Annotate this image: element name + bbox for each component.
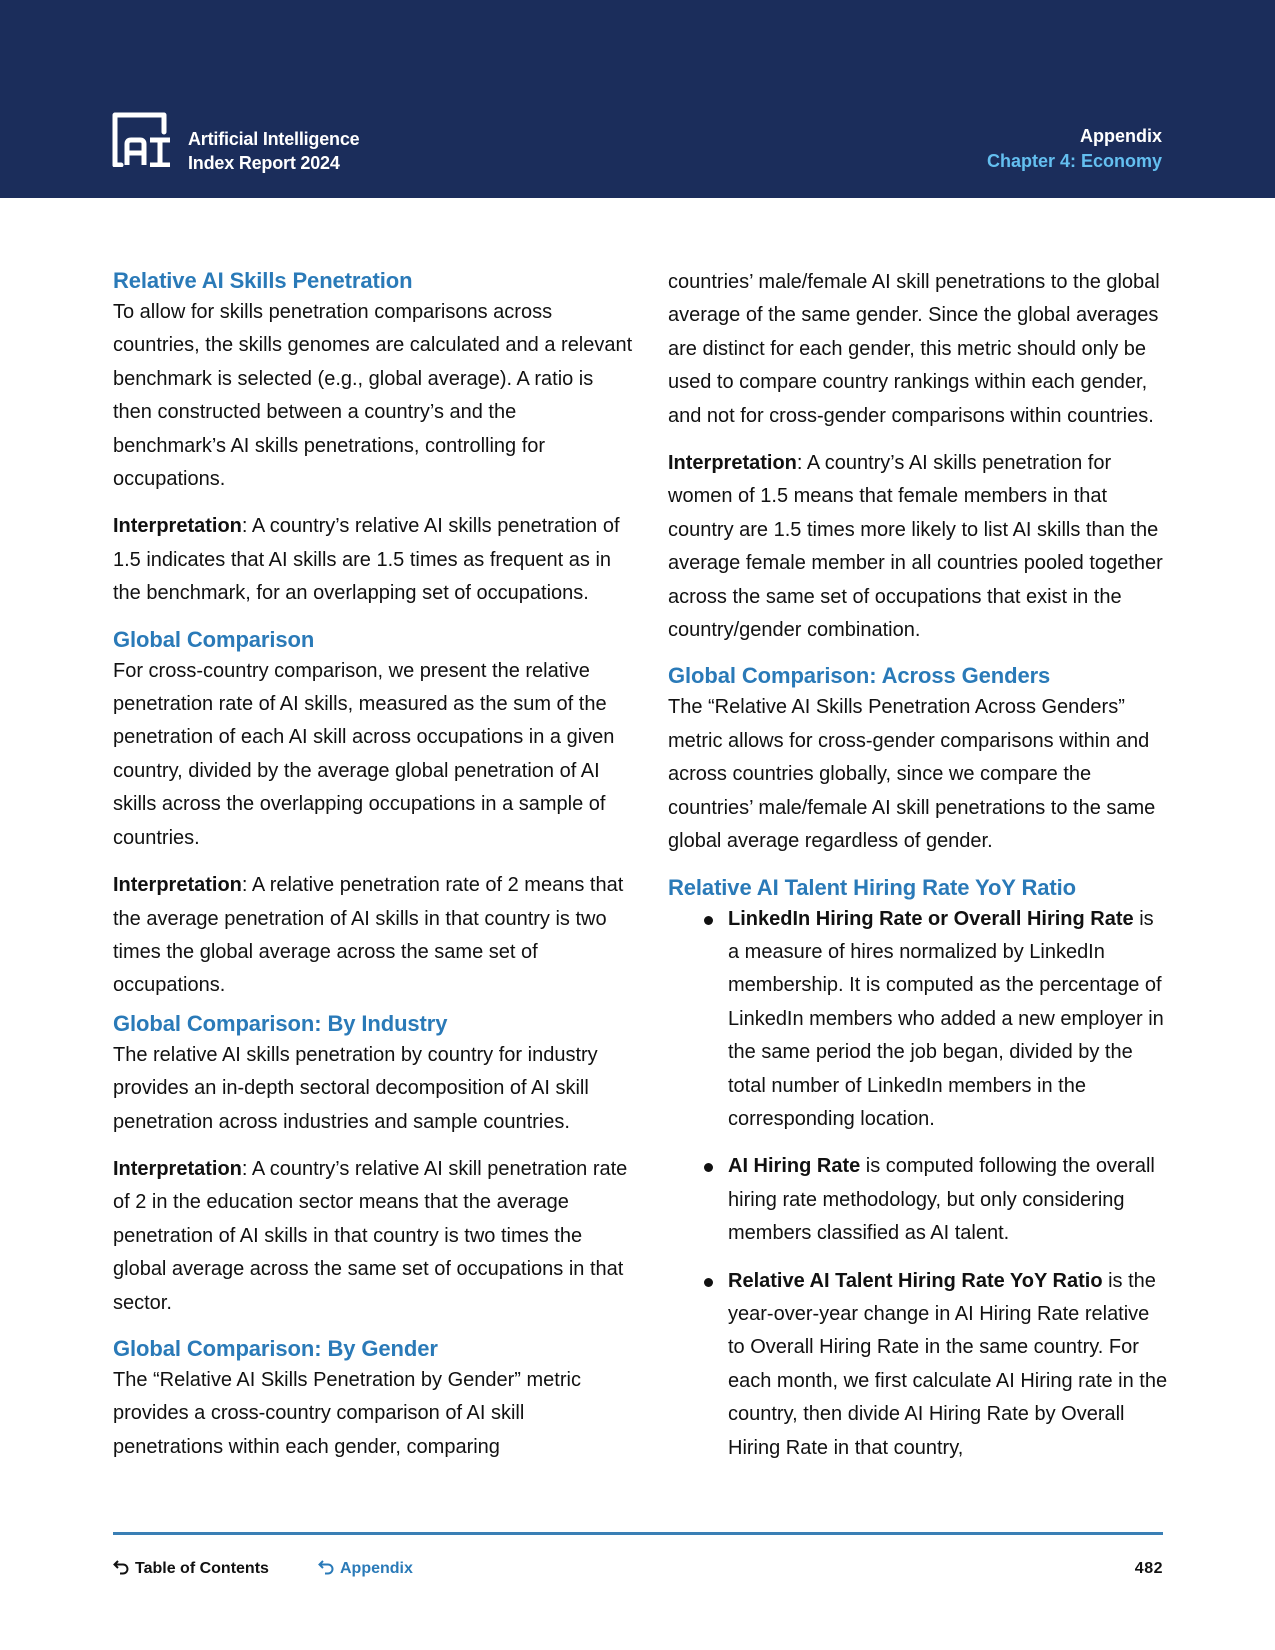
interpretation-label: Interpretation [113,874,242,897]
return-arrow-icon [318,1559,334,1575]
paragraph: For cross-country comparison, we present the relative penetration rate of AI skills, measured as the sum of the penetration of each AI skill across occupations in a given country, divided by the average global penetration of AI skills across the overlapping occupations in a sample of countries. [113,659,615,849]
paragraph: The “Relative AI Skills Penetration by Gender” metric provides a cross-country comparison of AI skill penetrations within each gender, comparing [113,1368,581,1458]
right-column [668,266,1168,1479]
page-number: 482 [1134,1560,1163,1577]
interpretation-paragraph: Interpretation: A country’s AI skills penetration for women of 1.5 means that female members in that country are 1.5 times more likely to list AI skills than the average female member in all countries pooled together across the same set of occupations that exist in the country/gender combination. [668,452,1163,642]
footer-divider [113,1532,1163,1535]
paragraph-continued: countries’ male/female AI skill penetrations to the global average of the same gender. Since the global averages are distinct for each gender, this metric should only be used to compare country rankings within each gender, and not for cross-gender comparisons within countries. [668,271,1160,427]
interpretation-paragraph: Interpretation: A country’s relative AI skill penetration rate of 2 in the education sector means that the average penetration of AI skills in that country is two times the global average across the same set of occupations in that sector. [113,1157,628,1314]
chapter-label: Chapter 4: Economy [986,151,1162,171]
report-title-line1: Artificial Intelligence [188,129,360,149]
paragraph: To allow for skills penetration comparisons across countries, the skills genomes are calculated and a relevant benchmark is selected (e.g., global average). A ratio is then constructed between a country’s and the benchmark’s AI skills penetrations, controlling for occupations. [113,301,633,491]
paragraph: The “Relative AI Skills Penetration Across Genders” metric allows for cross-gender comparisons within and across countries globally, since we compare the countries’ male/female AI skill penetrations to the same global average regardless of gender. [668,696,1156,853]
list-item: Relative AI Talent Hiring Rate YoY Ratio is the year-over-year change in AI Hiring Rate relative to Overall Hiring Rate in the same country. For each month, we first calculate AI Hiring rate in the country, then divide AI Hiring Rate by Overall Hiring Rate in that country, [706,1265,1168,1465]
interpretation-label: Interpretation [668,452,797,475]
header-breadcrumb [987,124,1162,174]
heading-global-comparison: Global Comparison [113,626,315,652]
list-item: AI Hiring Rate is computed following the overall hiring rate methodology, but only considering members classified as AI talent. [706,1150,1168,1250]
ai-index-logo-icon [112,112,172,167]
heading-global-comparison-across-genders: Global Comparison: Across Genders [668,663,1051,689]
list-item: LinkedIn Hiring Rate or Overall Hiring Rate is a measure of hires normalized by LinkedIn membership. It is computed as the percentage of LinkedIn members who added a new employer in the same period the job began, divided by the total number of LinkedIn members in the corresponding location. [706,903,1168,1137]
section-label: Appendix [1079,126,1162,146]
table-of-contents-link[interactable]: Table of Contents [113,1557,269,1581]
interpretation-paragraph: Interpretation: A relative penetration rate of 2 means that the average penetration of AI skills in that country is two times the global average across the same set of occupations. [113,874,624,997]
report-title-line2: Index Report 2024 [188,153,340,173]
heading-relative-ai-talent-hiring-rate: Relative AI Talent Hiring Rate YoY Ratio [668,874,1076,900]
page-header [0,0,1275,198]
heading-relative-ai-skills-penetration: Relative AI Skills Penetration [113,268,413,293]
interpretation-label: Interpretation [113,1157,242,1180]
page-footer [113,1557,1163,1581]
return-arrow-icon [113,1559,129,1575]
heading-global-comparison-by-gender: Global Comparison: By Gender [113,1335,438,1361]
heading-global-comparison-by-industry: Global Comparison: By Industry [113,1010,448,1036]
appendix-link[interactable]: Appendix [318,1557,413,1581]
paragraph: The relative AI skills penetration by country for industry provides an in-depth sectoral decomposition of AI skill penetration across industries and sample countries. [113,1043,598,1133]
interpretation-label: Interpretation [113,515,242,538]
definition-list [668,903,1168,1466]
interpretation-paragraph: Interpretation: A country’s relative AI skills penetration of 1.5 indicates that AI skills are 1.5 times as frequent as in the benchmark, for an overlapping set of occupations. [113,515,620,605]
report-title [188,127,359,175]
left-column [113,266,633,1478]
